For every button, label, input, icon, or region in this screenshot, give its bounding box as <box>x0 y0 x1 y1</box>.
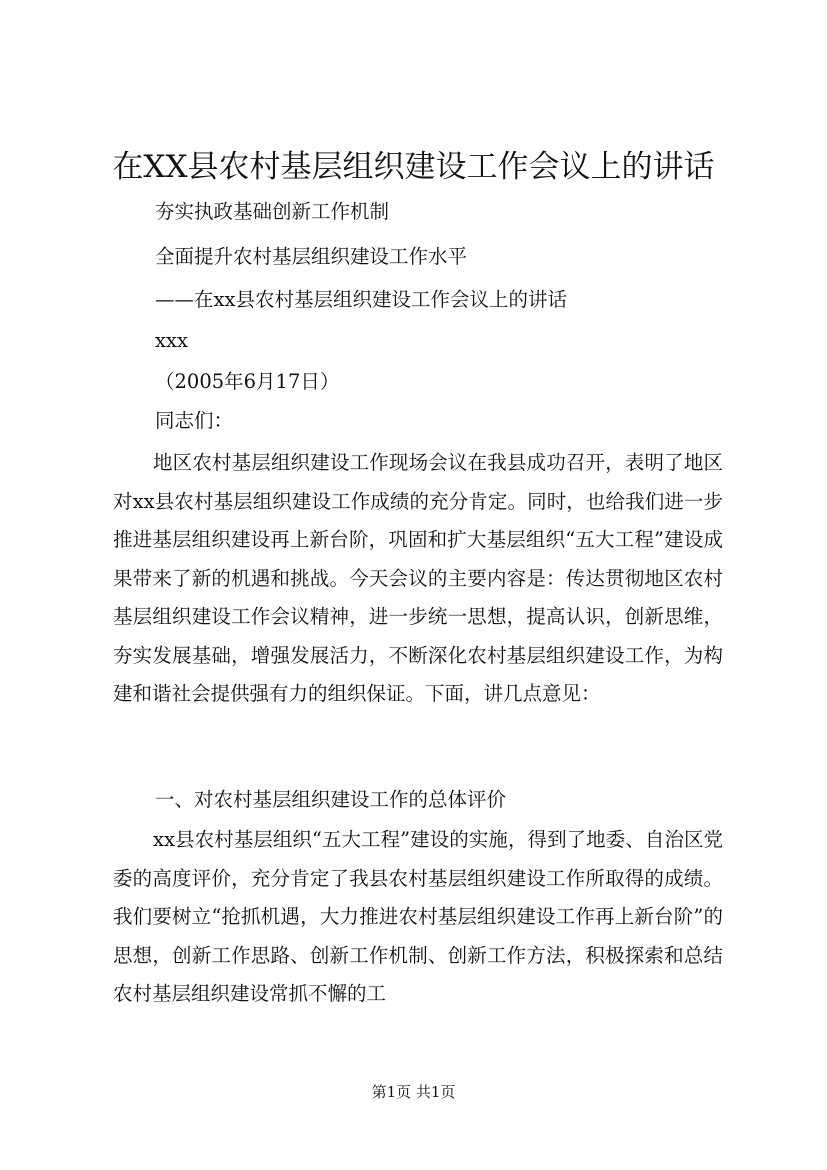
body-paragraph-1: 地区农村基层组织建设工作现场会议在我县成功召开，表明了地区对xx县农村基层组织建设工作成绩的充分肯定。同时，也给我们进一步推进基层组织建设再上新台阶，巩固和扩大基层组织“五大工程”建设成果带来了新的机遇和挑战。今天会议的主要内容是：传达贯彻地区农村基层组织建设工作会议精神，进一步统一思想，提高认识，创新思维，夯实发展基础，增强发展活力，不断深化农村基层组织建设工作，为构建和谐社会提供强有力的组织保证。下面，讲几点意见： <box>113 451 723 705</box>
body-paragraph-2: xx县农村基层组织“五大工程”建设的实施，得到了地委、自治区党委的高度评价，充分肯定了我县农村基层组织建设工作所取得的成绩。我们要树立“抢抓机遇，大力推进农村基层组织建设工作再上新台阶”的思想，创新工作思路、创新工作机制、创新工作方法，积极探索和总结农村基层组织建设常抓不懈的工 <box>113 828 723 1005</box>
page-title: 在XX县农村基层组织建设工作会议上的讲话 <box>112 149 715 185</box>
salutation: 同志们： <box>155 409 234 432</box>
subtitle-line-3: ——在xx县农村基层组织建设工作会议上的讲话 <box>155 288 567 311</box>
section-heading: 一、对农村基层组织建设工作的总体评价 <box>155 788 507 811</box>
subtitle-line-2: 全面提升农村基层组织建设工作水平 <box>155 245 468 268</box>
subtitle-line-1: 夯实执政基础创新工作机制 <box>155 200 390 223</box>
page-footer: 第1页 共1页 <box>371 1083 456 1101</box>
author-line: xxx <box>155 329 188 352</box>
date-line: （2005年6月17日） <box>155 370 340 393</box>
